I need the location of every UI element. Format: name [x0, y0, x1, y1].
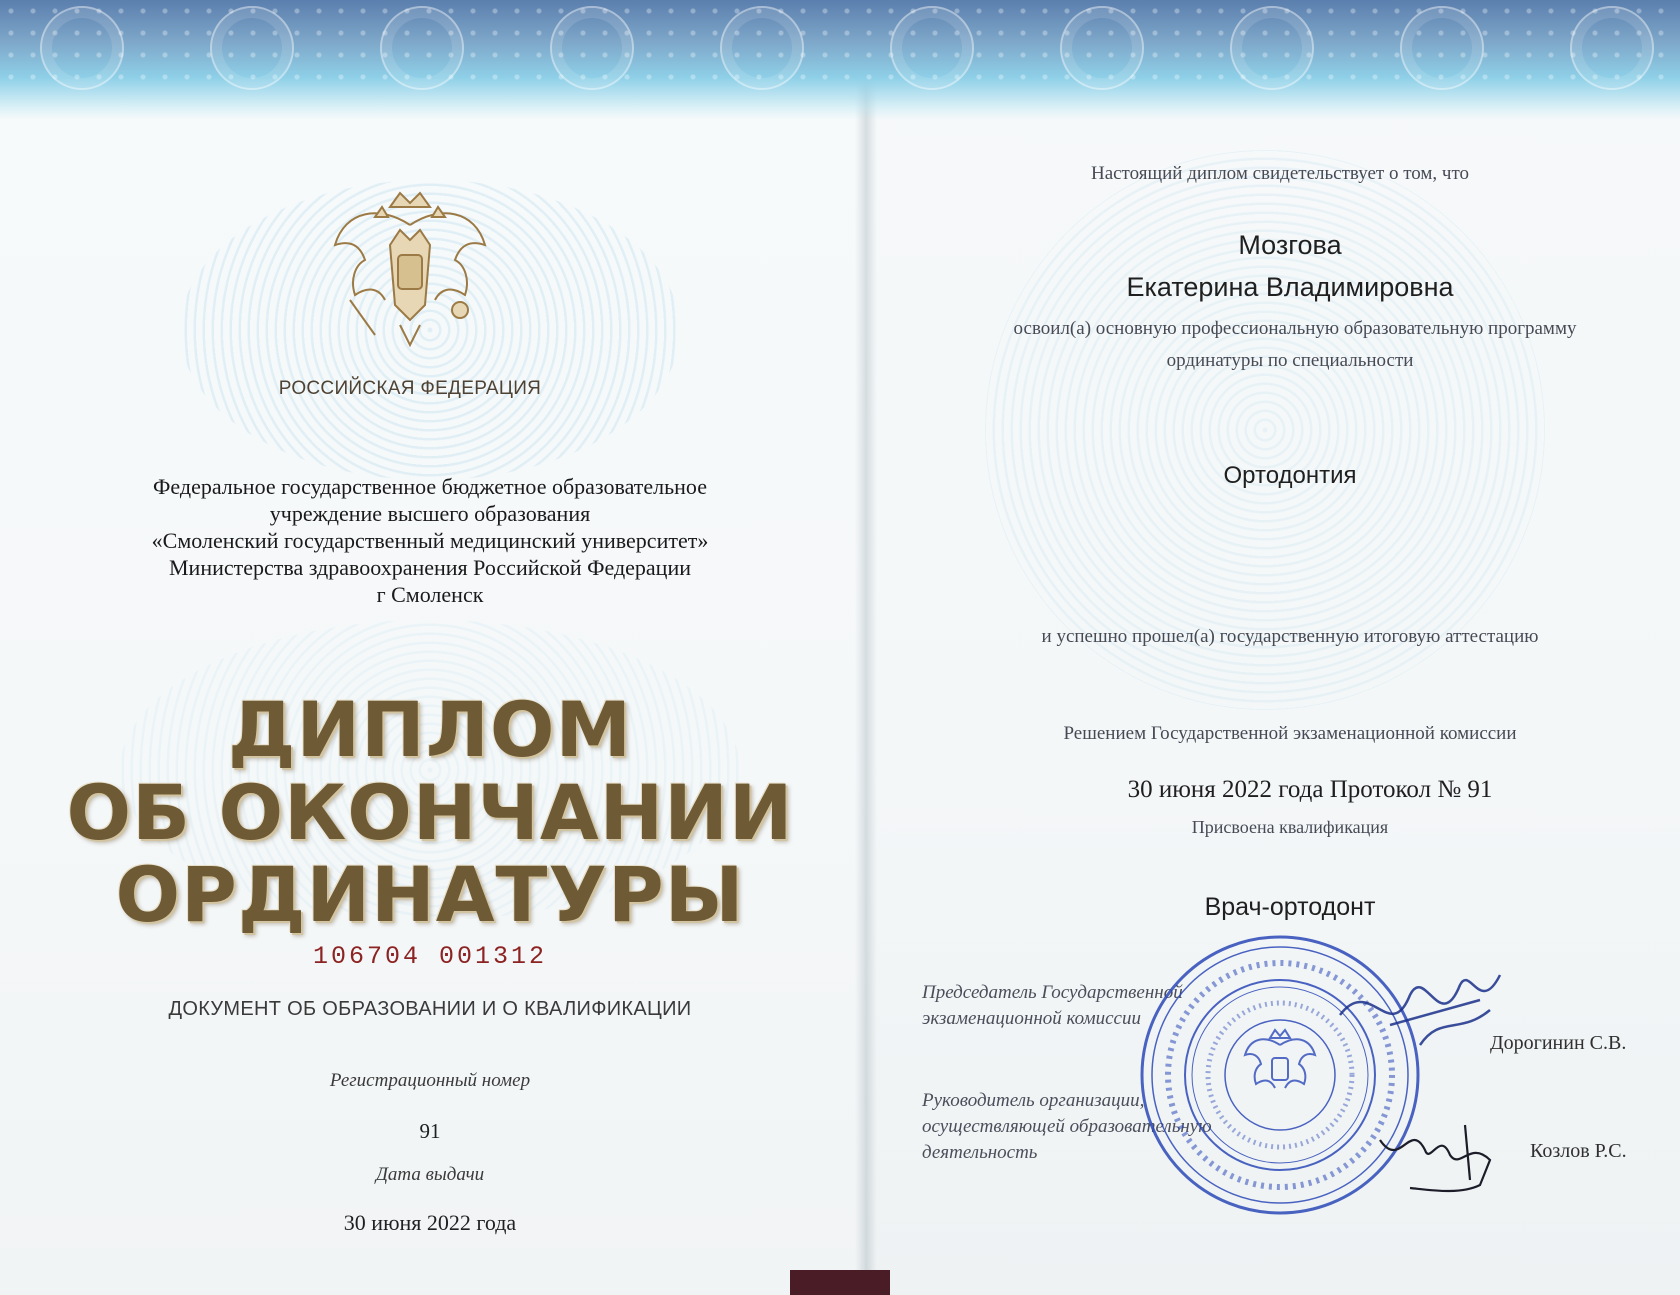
program-text: ординатуры по специальности	[1166, 350, 1414, 371]
page-fold	[855, 0, 877, 1295]
organization-head-name: Козлов Р.С.	[1530, 1140, 1627, 1162]
institution-line: Федеральное государственное бюджетное образовательное	[153, 474, 707, 499]
binding-strip	[790, 1270, 890, 1295]
specialty: Ортодонтия	[1223, 462, 1357, 489]
decision-date: 30 июня 2022 года Протокол № 91	[1127, 776, 1493, 803]
chair-line: экзаменационной комиссии	[922, 1008, 1141, 1029]
head-line: Руководитель организации,	[922, 1090, 1145, 1111]
band-rosette	[380, 6, 464, 90]
band-rosette	[1570, 6, 1654, 90]
graduate-surname: Мозгова	[1238, 230, 1342, 260]
qualification: Врач-ортодонт	[1204, 893, 1376, 921]
emblem-label: РОССИЙСКАЯ ФЕДЕРАЦИЯ	[278, 378, 542, 399]
head-line: осуществляющей образовательную	[922, 1116, 1212, 1137]
coat-of-arms-icon	[320, 185, 500, 365]
institution-name	[90, 473, 770, 608]
issue-date: 30 июня 2022 года	[343, 1210, 517, 1235]
serial-number: 106704 001312	[312, 942, 548, 971]
intro-text: Настоящий диплом свидетельствует о том, что	[1090, 163, 1470, 184]
decision-text: Решением Государственной экзаменационной комиссии	[1063, 723, 1517, 744]
institution-line: учреждение высшего образования	[269, 501, 591, 526]
registration-number: 91	[419, 1119, 441, 1143]
document-type: ДОКУМЕНТ ОБ ОБРАЗОВАНИИ И О КВАЛИФИКАЦИИ	[168, 998, 692, 1020]
head-line: деятельность	[922, 1142, 1038, 1163]
program-text: освоил(а) основную профессиональную образовательную программу	[1013, 318, 1577, 339]
commission-chair-name: Дорогинин С.В.	[1490, 1032, 1627, 1054]
diploma-title-line: ОРДИНАТУРЫ	[115, 850, 745, 939]
chair-signature-icon	[1330, 955, 1530, 1075]
band-rosette	[1400, 6, 1484, 90]
issue-date-label: Дата выдачи	[375, 1164, 485, 1185]
institution-line: «Смоленский государственный медицинский университет»	[151, 528, 709, 553]
diploma-title-line: ДИПЛОМ	[227, 685, 633, 774]
qualification-label: Присвоена квалификация	[1191, 817, 1389, 837]
registration-label: Регистрационный номер	[329, 1070, 531, 1091]
institution-line: г Смоленск	[376, 582, 484, 607]
band-rosette	[210, 6, 294, 90]
head-signature-icon	[1370, 1110, 1530, 1200]
diploma-title-line: ОБ ОКОНЧАНИИ	[66, 768, 794, 857]
band-rosette	[40, 6, 124, 90]
institution-line: Министерства здравоохранения Российской Федерации	[169, 555, 691, 580]
band-rosette	[1230, 6, 1314, 90]
attestation-text: и успешно прошел(а) государственную итоговую аттестацию	[1041, 626, 1539, 647]
band-rosette	[720, 6, 804, 90]
chair-line: Председатель Государственной	[922, 982, 1183, 1003]
band-rosette	[1060, 6, 1144, 90]
band-rosette	[890, 6, 974, 90]
band-rosette	[550, 6, 634, 90]
graduate-given-names: Екатерина Владимировна	[1126, 272, 1454, 302]
